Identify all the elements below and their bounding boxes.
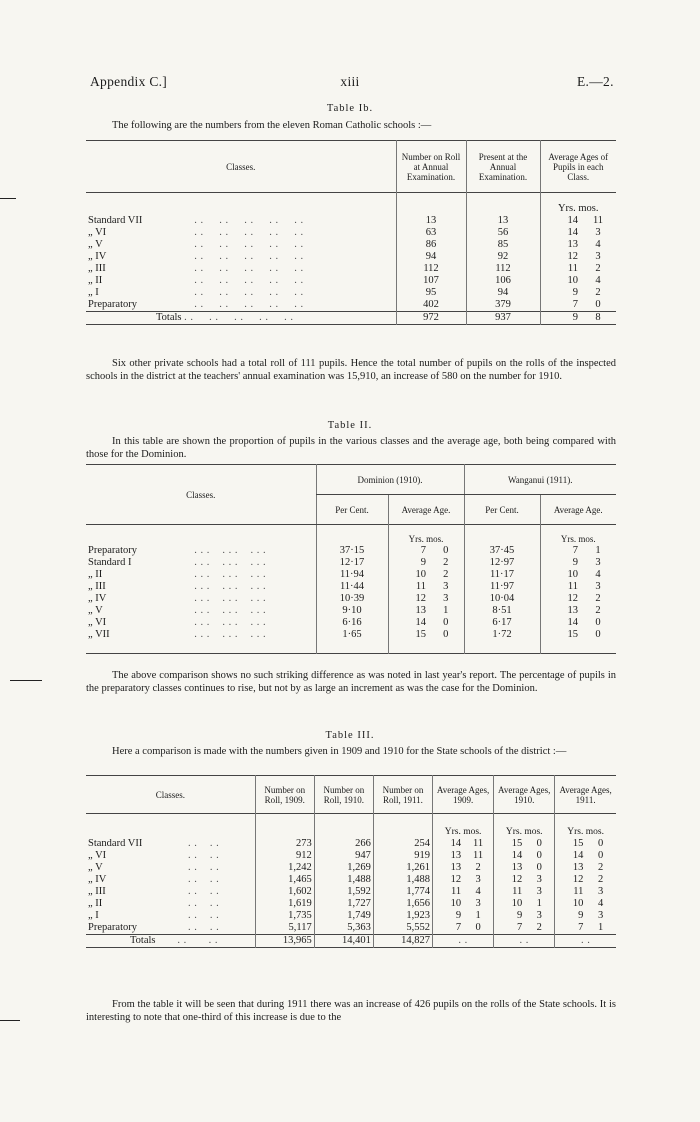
cell: 11 <box>473 837 484 849</box>
cell: 11 <box>388 581 428 593</box>
cell: 7 <box>388 545 428 557</box>
col-header: Average Age. <box>388 495 464 525</box>
cell: 5,363 <box>314 922 373 935</box>
table-row: „ VI . . . . 912 947 919 13 11 14 0 14 0 <box>86 850 616 862</box>
row-label: „ V <box>88 861 103 873</box>
cell: 0 <box>536 849 542 861</box>
cell: 8 <box>595 311 601 323</box>
cell: 1,619 <box>255 898 314 910</box>
cell: 9 <box>388 557 428 569</box>
cell: 2 <box>595 592 601 604</box>
cell: 95 <box>396 287 466 299</box>
table-row: Standard I . . . . . . . . . 12·17 9 2 12·97 9 3 <box>86 557 616 569</box>
table-row: Preparatory . . . . 5,117 5,363 5,552 7 0 7 2 7 1 <box>86 922 616 935</box>
cell: 3 <box>595 226 601 238</box>
row-label: „ IV <box>88 592 107 604</box>
cell: 15 <box>388 629 428 641</box>
cell: 92 <box>466 251 540 263</box>
col-header: Average Age. <box>540 495 616 525</box>
cell: 1·72 <box>464 629 540 641</box>
row-label: „ IV <box>88 250 107 262</box>
cell: 0 <box>595 616 601 628</box>
cell: 14 <box>540 617 580 629</box>
table-row: „ V . . . . . . . . . 9·10 13 1 8·51 13 2 <box>86 605 616 617</box>
row-label: „ II <box>88 568 103 580</box>
col-header: Per Cent. <box>316 495 388 525</box>
table-row: „ VI . . . . . . . . . . 63 56 14 3 <box>86 227 616 239</box>
cell: 9 <box>540 311 580 324</box>
cell: 12 <box>540 251 580 263</box>
cell: 14 <box>555 850 586 862</box>
table-row: „ IV . . . . 1,465 1,488 1,488 12 3 12 3 12 2 <box>86 874 616 886</box>
row-label: „ VI <box>88 226 107 238</box>
cell: 10 <box>433 898 464 910</box>
table-row: Preparatory . . . . . . . . . . 402 379 7 0 <box>86 299 616 312</box>
cell: 1 <box>598 921 604 933</box>
cell: 1,261 <box>373 862 432 874</box>
cell: 1 <box>475 909 481 921</box>
row-label: Standard I <box>88 556 132 568</box>
paragraph-private-schools: Six other private schools had a total roll of 111 pupils. Hence the total number of pupils on the rolls of the inspected schools in the district at the teachers' annual examination was 15,910, an increase of 580 on the number for 1910. <box>86 358 616 382</box>
cell: 14,827 <box>373 934 432 947</box>
cell: 9 <box>540 287 580 299</box>
cell: 1,749 <box>314 910 373 922</box>
table-row: „ II . . . . 1,619 1,727 1,656 10 3 10 1 10 4 <box>86 898 616 910</box>
cell: 3 <box>536 885 542 897</box>
scan-mark <box>0 198 16 199</box>
table-row: „ V . . . . 1,242 1,269 1,261 13 2 13 0 13 2 <box>86 862 616 874</box>
cell: 10·39 <box>316 593 388 605</box>
table-row: „ VI . . . . . . . . . 6·16 14 0 6·17 14 0 <box>86 617 616 629</box>
row-label: „ III <box>88 262 106 274</box>
units-label: Yrs. mos. <box>433 814 494 838</box>
cell: 1,269 <box>314 862 373 874</box>
cell: 14,401 <box>314 934 373 947</box>
col-header: Number on Roll, 1910. <box>314 776 373 814</box>
col-header: Present at the Annual Examination. <box>466 141 540 193</box>
cell: 4 <box>598 897 604 909</box>
row-label: Standard VII <box>88 214 143 226</box>
table-row: „ IV . . . . . . . . . . 94 92 12 3 <box>86 251 616 263</box>
cell: 947 <box>314 850 373 862</box>
cell: 379 <box>466 299 540 312</box>
scan-mark <box>0 1020 20 1021</box>
cell: 2 <box>598 873 604 885</box>
cell: 9 <box>540 557 580 569</box>
cell: 4 <box>595 568 601 580</box>
cell: 2 <box>536 921 542 933</box>
cell: 254 <box>373 838 432 850</box>
units-label: Yrs. mos. <box>388 525 464 545</box>
cell: 4 <box>475 885 481 897</box>
cell: 1 <box>443 604 449 616</box>
cell: 0 <box>536 861 542 873</box>
row-label: Preparatory <box>88 544 137 556</box>
cell: 9 <box>555 910 586 922</box>
cell: 7 <box>540 299 580 312</box>
cell: 10 <box>540 569 580 581</box>
table-2-intro: In this table are shown the proportion of pupils in the various classes and the average age, both being compared with those for the Dominion. <box>86 436 616 460</box>
cell: 3 <box>443 580 449 592</box>
cell: 3 <box>595 556 601 568</box>
cell: 3 <box>595 580 601 592</box>
table-2 <box>86 464 616 654</box>
row-label: „ V <box>88 604 103 616</box>
cell: 11 <box>555 886 586 898</box>
cell: 4 <box>595 274 601 286</box>
cell: 11 <box>473 849 484 861</box>
cell: 112 <box>396 263 466 275</box>
cell: 0 <box>536 837 542 849</box>
cell: 14 <box>388 617 428 629</box>
cell: 13 <box>540 605 580 617</box>
cell: 11 <box>433 886 464 898</box>
cell: 11·94 <box>316 569 388 581</box>
totals-row: Totals . . . . . . . . . . 972 937 9 8 <box>86 311 616 324</box>
cell: 11·44 <box>316 581 388 593</box>
cell: 2 <box>595 286 601 298</box>
cell: 11 <box>540 263 580 275</box>
totals-label: Totals <box>156 311 182 323</box>
row-label: „ VI <box>88 616 107 628</box>
table-1b-intro: The following are the numbers from the eleven Roman Catholic schools :— <box>112 120 432 131</box>
cell: 2 <box>475 861 481 873</box>
table-row: „ IV . . . . . . . . . 10·39 12 3 10·04 12 2 <box>86 593 616 605</box>
row-label: „ III <box>88 580 106 592</box>
cell: 0 <box>443 616 449 628</box>
cell: 56 <box>466 227 540 239</box>
table-1b-caption: Table Ib. <box>326 103 374 114</box>
table-3-intro: Here a comparison is made with the numbers given in 1909 and 1910 for the State schools of the district :— <box>112 746 567 757</box>
cell: 12·17 <box>316 557 388 569</box>
cell: 4 <box>595 238 601 250</box>
cell: 10 <box>388 569 428 581</box>
group-header-wanganui: Wanganui (1911). <box>464 465 616 495</box>
col-header: Average Ages, 1909. <box>433 776 494 814</box>
cell: 12·97 <box>464 557 540 569</box>
table-row: „ III . . . . . . . . . 11·44 11 3 11·97 11 3 <box>86 581 616 593</box>
cell: 3 <box>595 250 601 262</box>
page-header-right: E.—2. <box>577 74 614 89</box>
cell: 11 <box>592 214 604 226</box>
units-label: Yrs. mos. <box>494 814 555 838</box>
table-row: „ II . . . . . . . . . 11·94 10 2 11·17 10 4 <box>86 569 616 581</box>
cell: 1,242 <box>255 862 314 874</box>
table-3-caption: Table III. <box>325 730 375 741</box>
cell: 10·04 <box>464 593 540 605</box>
table-row: Preparatory . . . . . . . . . 37·15 7 0 37·45 7 1 <box>86 545 616 557</box>
cell: 7 <box>540 545 580 557</box>
table-row: „ VII . . . . . . . . . 1·65 15 0 1·72 15 0 <box>86 629 616 641</box>
cell: 9 <box>494 910 525 922</box>
row-label: Preparatory <box>88 921 137 933</box>
cell: 15 <box>540 629 580 641</box>
paragraph-comparison: The above comparison shows no such striking difference as was noted in last year's report. The percentage of pupils in the preparatory classes continues to rise, but not by as large an increment as was the case for the Dominion. <box>86 670 616 694</box>
cell: 1,923 <box>373 910 432 922</box>
cell: 12 <box>388 593 428 605</box>
cell: 2 <box>443 556 449 568</box>
col-header: Number on Roll, 1909. <box>255 776 314 814</box>
cell: 10 <box>540 275 580 287</box>
row-label: „ I <box>88 286 99 298</box>
cell: 5,552 <box>373 922 432 935</box>
units-label: Yrs. mos. <box>540 193 616 215</box>
cell: 0 <box>443 628 449 640</box>
table-row: „ I . . . . . . . . . . 95 94 9 2 <box>86 287 616 299</box>
units-label: Yrs. mos. <box>555 814 616 838</box>
cell: 8·51 <box>464 605 540 617</box>
cell: 106 <box>466 275 540 287</box>
cell: 937 <box>466 311 540 324</box>
row-label: „ VI <box>88 849 107 861</box>
cell: 112 <box>466 263 540 275</box>
cell: 7 <box>433 922 464 935</box>
cell: 107 <box>396 275 466 287</box>
col-header: Number on Roll at Annual Examination. <box>396 141 466 193</box>
cell: 6·17 <box>464 617 540 629</box>
cell: 0 <box>595 628 601 640</box>
row-label: „ II <box>88 274 103 286</box>
cell: 15 <box>555 838 586 850</box>
row-label: „ IV <box>88 873 107 885</box>
cell: 13 <box>466 215 540 227</box>
row-label: Standard VII <box>88 837 143 849</box>
cell: 1,488 <box>314 874 373 886</box>
cell: 3 <box>598 885 604 897</box>
cell: 2 <box>598 861 604 873</box>
cell: 94 <box>466 287 540 299</box>
cell: 94 <box>396 251 466 263</box>
table-row: „ III . . . . 1,602 1,592 1,774 11 4 11 3 11 3 <box>86 886 616 898</box>
cell: 12 <box>433 874 464 886</box>
cell: 11 <box>540 581 580 593</box>
cell: 3 <box>536 909 542 921</box>
cell: 0 <box>598 849 604 861</box>
cell: 14 <box>494 850 525 862</box>
col-header: Average Ages, 1911. <box>555 776 616 814</box>
col-header: Average Ages, 1910. <box>494 776 555 814</box>
table-2-caption: Table II. <box>327 420 373 431</box>
cell: 1,465 <box>255 874 314 886</box>
row-label: „ I <box>88 909 99 921</box>
cell: 63 <box>396 227 466 239</box>
cell: 10 <box>494 898 525 910</box>
cell: 15 <box>494 838 525 850</box>
cell: 2 <box>595 262 601 274</box>
cell: 1,488 <box>373 874 432 886</box>
cell: 12 <box>540 593 580 605</box>
cell: 12 <box>555 874 586 886</box>
row-label: „ VII <box>88 628 110 640</box>
cell: 402 <box>396 299 466 312</box>
cell: 0 <box>475 921 481 933</box>
col-header: Classes. <box>86 465 316 525</box>
cell: 1 <box>595 544 601 556</box>
cell: 1 <box>536 897 542 909</box>
col-header: Number on Roll, 1911. <box>373 776 432 814</box>
cell: 0 <box>595 298 601 310</box>
page-number: xiii <box>340 74 360 89</box>
row-label: „ II <box>88 897 103 909</box>
table-3 <box>86 775 616 948</box>
col-header: Classes. <box>226 161 256 172</box>
cell: 912 <box>255 850 314 862</box>
cell: 11·17 <box>464 569 540 581</box>
group-header-dominion: Dominion (1910). <box>316 465 464 495</box>
table-1b <box>86 140 616 325</box>
cell: 3 <box>475 873 481 885</box>
cell: 1,727 <box>314 898 373 910</box>
cell: 37·15 <box>316 545 388 557</box>
cell: 14 <box>540 215 580 227</box>
table-row: Standard VII . . . . 273 266 254 14 11 15 0 15 0 <box>86 838 616 850</box>
cell: 10 <box>555 898 586 910</box>
cell: 11 <box>494 886 525 898</box>
cell: 3 <box>475 897 481 909</box>
cell: 13 <box>388 605 428 617</box>
cell: 86 <box>396 239 466 251</box>
cell: 2 <box>595 604 601 616</box>
col-header: Per Cent. <box>464 495 540 525</box>
cell: 1,592 <box>314 886 373 898</box>
row-label: „ III <box>88 885 106 897</box>
col-header: Classes. <box>155 789 185 800</box>
table-row: „ II . . . . . . . . . . 107 106 10 4 <box>86 275 616 287</box>
cell: 972 <box>396 311 466 324</box>
cell: 6·16 <box>316 617 388 629</box>
cell: 12 <box>494 874 525 886</box>
cell: 13,965 <box>255 934 314 947</box>
table-row: „ III . . . . . . . . . . 112 112 11 2 <box>86 263 616 275</box>
cell: 13 <box>433 850 464 862</box>
cell: 13 <box>396 215 466 227</box>
cell: 37·45 <box>464 545 540 557</box>
cell: 1·65 <box>316 629 388 641</box>
cell: 266 <box>314 838 373 850</box>
cell: 2 <box>443 568 449 580</box>
row-label: Preparatory <box>88 298 137 310</box>
cell: 9 <box>433 910 464 922</box>
cell: 11·97 <box>464 581 540 593</box>
cell: 1,656 <box>373 898 432 910</box>
cell: 85 <box>466 239 540 251</box>
col-header: Average Ages of Pupils in each Class. <box>540 141 616 193</box>
cell: 1,774 <box>373 886 432 898</box>
cell: 14 <box>540 227 580 239</box>
cell: 13 <box>494 862 525 874</box>
cell: 13 <box>555 862 586 874</box>
totals-label: Totals <box>130 934 156 946</box>
scan-mark <box>10 680 42 681</box>
page-header-left: Appendix C.] <box>90 74 168 89</box>
row-label: „ V <box>88 238 103 250</box>
cell: 3 <box>536 873 542 885</box>
cell: 3 <box>443 592 449 604</box>
cell: 13 <box>433 862 464 874</box>
totals-row: Totals . . . . 13,965 14,401 14,827 . . . . . . <box>86 934 616 947</box>
paragraph-state-schools: From the table it will be seen that during 1911 there was an increase of 426 pupils on the rolls of the State schools. It is interesting to note that one-third of this increase is due to the <box>86 999 616 1023</box>
cell: 7 <box>555 922 586 935</box>
cell: 1,602 <box>255 886 314 898</box>
cell: 1,735 <box>255 910 314 922</box>
cell: 273 <box>255 838 314 850</box>
units-label: Yrs. mos. <box>540 525 616 545</box>
table-row: „ I . . . . 1,735 1,749 1,923 9 1 9 3 9 3 <box>86 910 616 922</box>
table-row: Standard VII . . . . . . . . . . 13 13 14 11 <box>86 215 616 227</box>
cell: 3 <box>598 909 604 921</box>
table-row: „ V . . . . . . . . . . 86 85 13 4 <box>86 239 616 251</box>
cell: 13 <box>540 239 580 251</box>
cell: 919 <box>373 850 432 862</box>
cell: 5,117 <box>255 922 314 935</box>
cell: 14 <box>433 838 464 850</box>
cell: 7 <box>494 922 525 935</box>
cell: 0 <box>598 837 604 849</box>
cell: 0 <box>443 544 449 556</box>
cell: 9·10 <box>316 605 388 617</box>
